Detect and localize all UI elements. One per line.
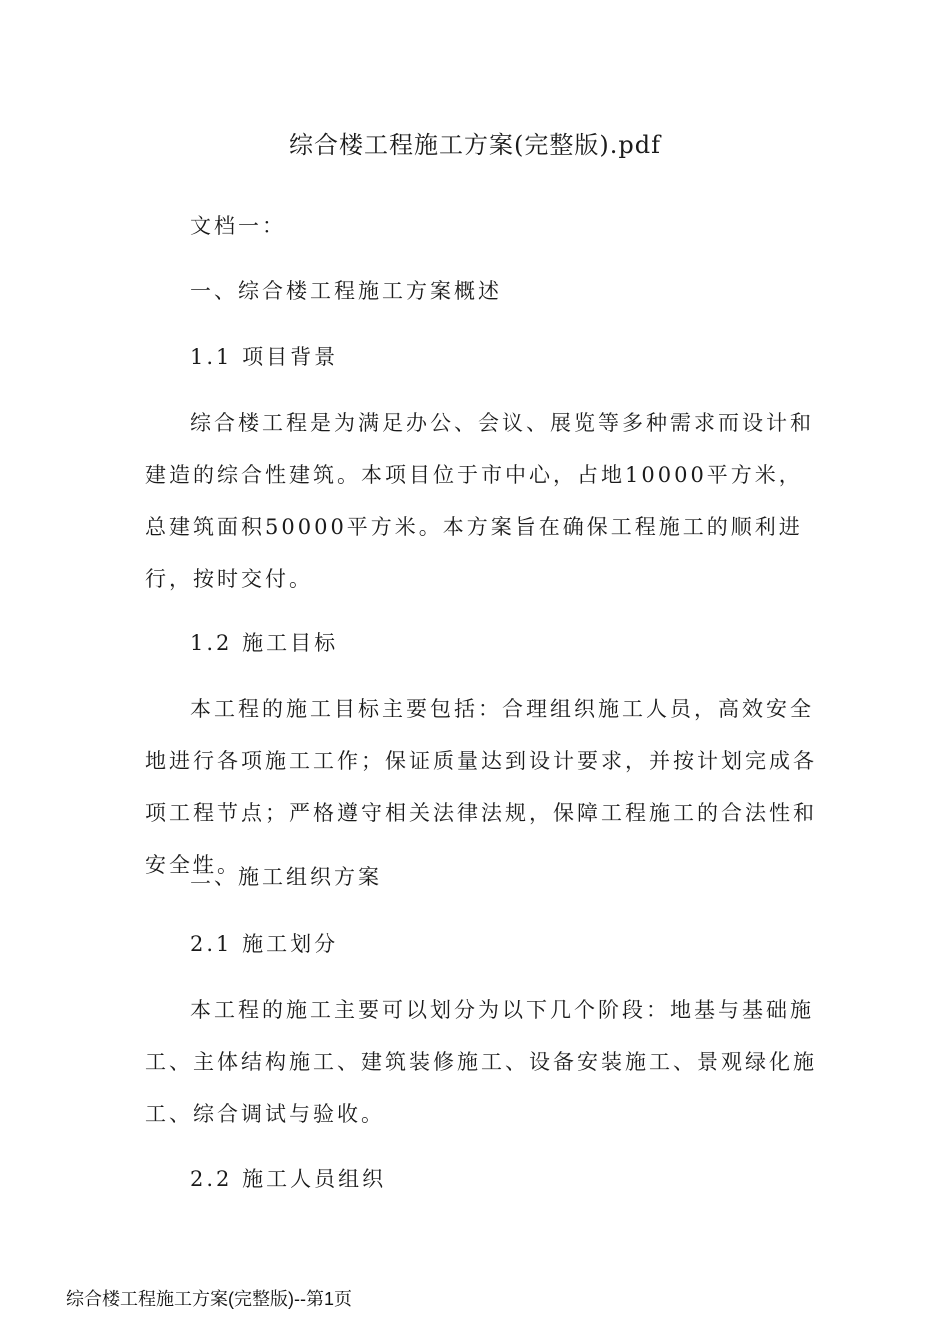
subsection-heading-2-2: 2.2 施工人员组织 bbox=[190, 1167, 387, 1191]
doc-label: 文档一： bbox=[190, 214, 286, 238]
paragraph-construction-goals: 本工程的施工目标主要包括：合理组织施工人员，高效安全地进行各项施工工作；保证质量达到设计要求，并按计划完成各项工程节点；严格遵守相关法律法规，保障工程施工的合法性和安全性。 bbox=[145, 697, 817, 877]
document-title: 综合楼工程施工方案(完整版).pdf bbox=[289, 131, 661, 159]
section-heading-2: 二、施工组织方案 bbox=[190, 865, 382, 889]
paragraph-project-background: 综合楼工程是为满足办公、会议、展览等多种需求而设计和建造的综合性建筑。本项目位于市中心，占地10000平方米，总建筑面积50000平方米。本方案旨在确保工程施工的顺利进行，按时交付。 bbox=[145, 411, 814, 591]
subsection-heading-1-1: 1.1 项目背景 bbox=[190, 345, 339, 369]
page-footer: 综合楼工程施工方案(完整版)--第1页 bbox=[66, 1289, 352, 1309]
paragraph-construction-division: 本工程的施工主要可以划分为以下几个阶段：地基与基础施工、主体结构施工、建筑装修施工、设备安装施工、景观绿化施工、综合调试与验收。 bbox=[145, 998, 817, 1126]
section-heading-1: 一、综合楼工程施工方案概述 bbox=[190, 279, 502, 303]
subsection-heading-2-1: 2.1 施工划分 bbox=[190, 932, 339, 956]
subsection-heading-1-2: 1.2 施工目标 bbox=[190, 631, 339, 655]
